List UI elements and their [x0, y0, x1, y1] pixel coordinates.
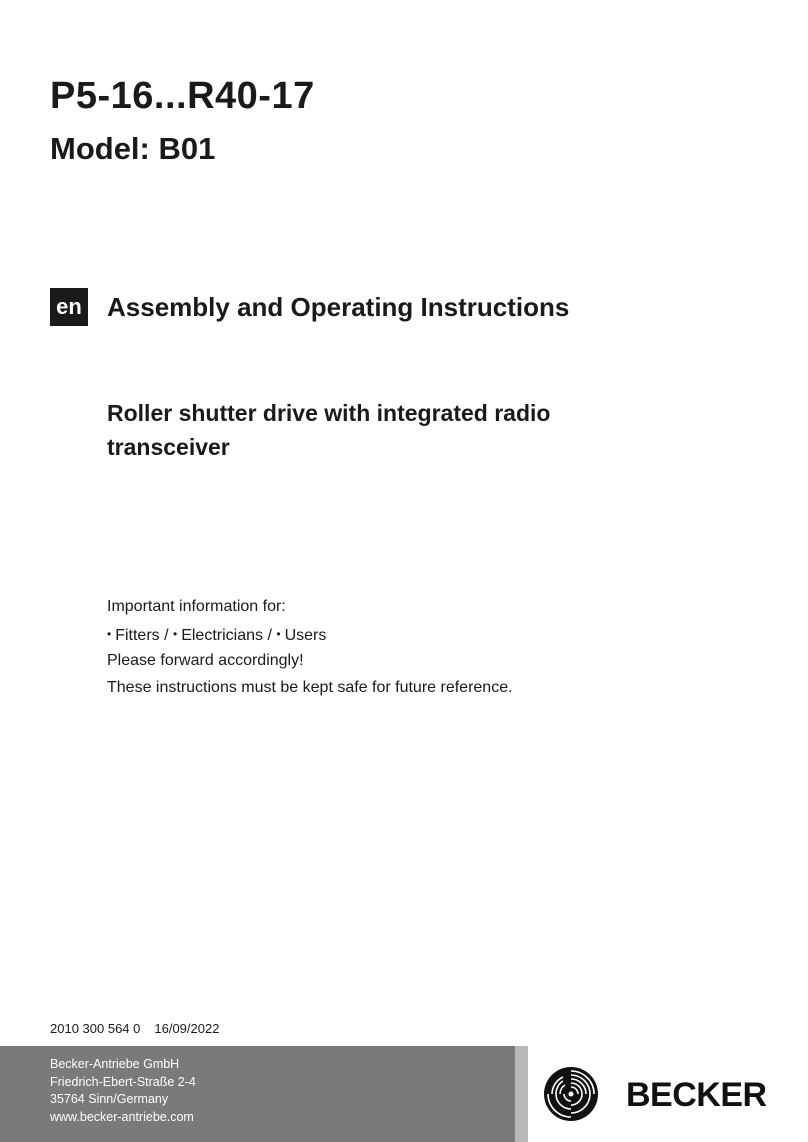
audience-item: • Electricians /: [173, 627, 272, 644]
bullet-icon: •: [173, 627, 178, 641]
company-city: 35764 Sinn/Germany: [50, 1092, 169, 1106]
document-meta: [50, 1020, 219, 1038]
document-date: 16/09/2022: [154, 1021, 220, 1036]
product-range-title: P5-16...R40-17: [50, 75, 315, 117]
audience-item: • Fitters /: [107, 627, 169, 644]
keep-note: These instructions must be kept safe for future reference.: [107, 679, 513, 696]
company-address: [50, 1056, 196, 1126]
product-subtitle: Roller shutter drive with integrated radio transceiver: [107, 400, 551, 460]
forward-note: Please forward accordingly!: [107, 652, 304, 669]
company-street: Friedrich-Ebert-Straße 2-4: [50, 1074, 196, 1089]
document-type-heading: Assembly and Operating Instructions: [107, 292, 570, 322]
audience-item: • Users: [276, 627, 327, 644]
company-name: Becker-Antriebe GmbH: [50, 1057, 180, 1071]
bullet-icon: •: [276, 627, 281, 641]
company-website: www.becker-antriebe.com: [50, 1109, 194, 1124]
audience-list: [107, 623, 326, 647]
footer-stripe: [515, 1046, 528, 1142]
document-number: 2010 300 564 0: [50, 1021, 141, 1036]
model-title: Model: B01: [50, 131, 216, 166]
bullet-icon: •: [107, 627, 112, 641]
language-badge: en: [50, 288, 88, 326]
becker-spiral-logo-icon: [543, 1066, 599, 1122]
info-intro: Important information for:: [107, 598, 286, 615]
brand-wordmark: BECKER: [626, 1076, 767, 1114]
